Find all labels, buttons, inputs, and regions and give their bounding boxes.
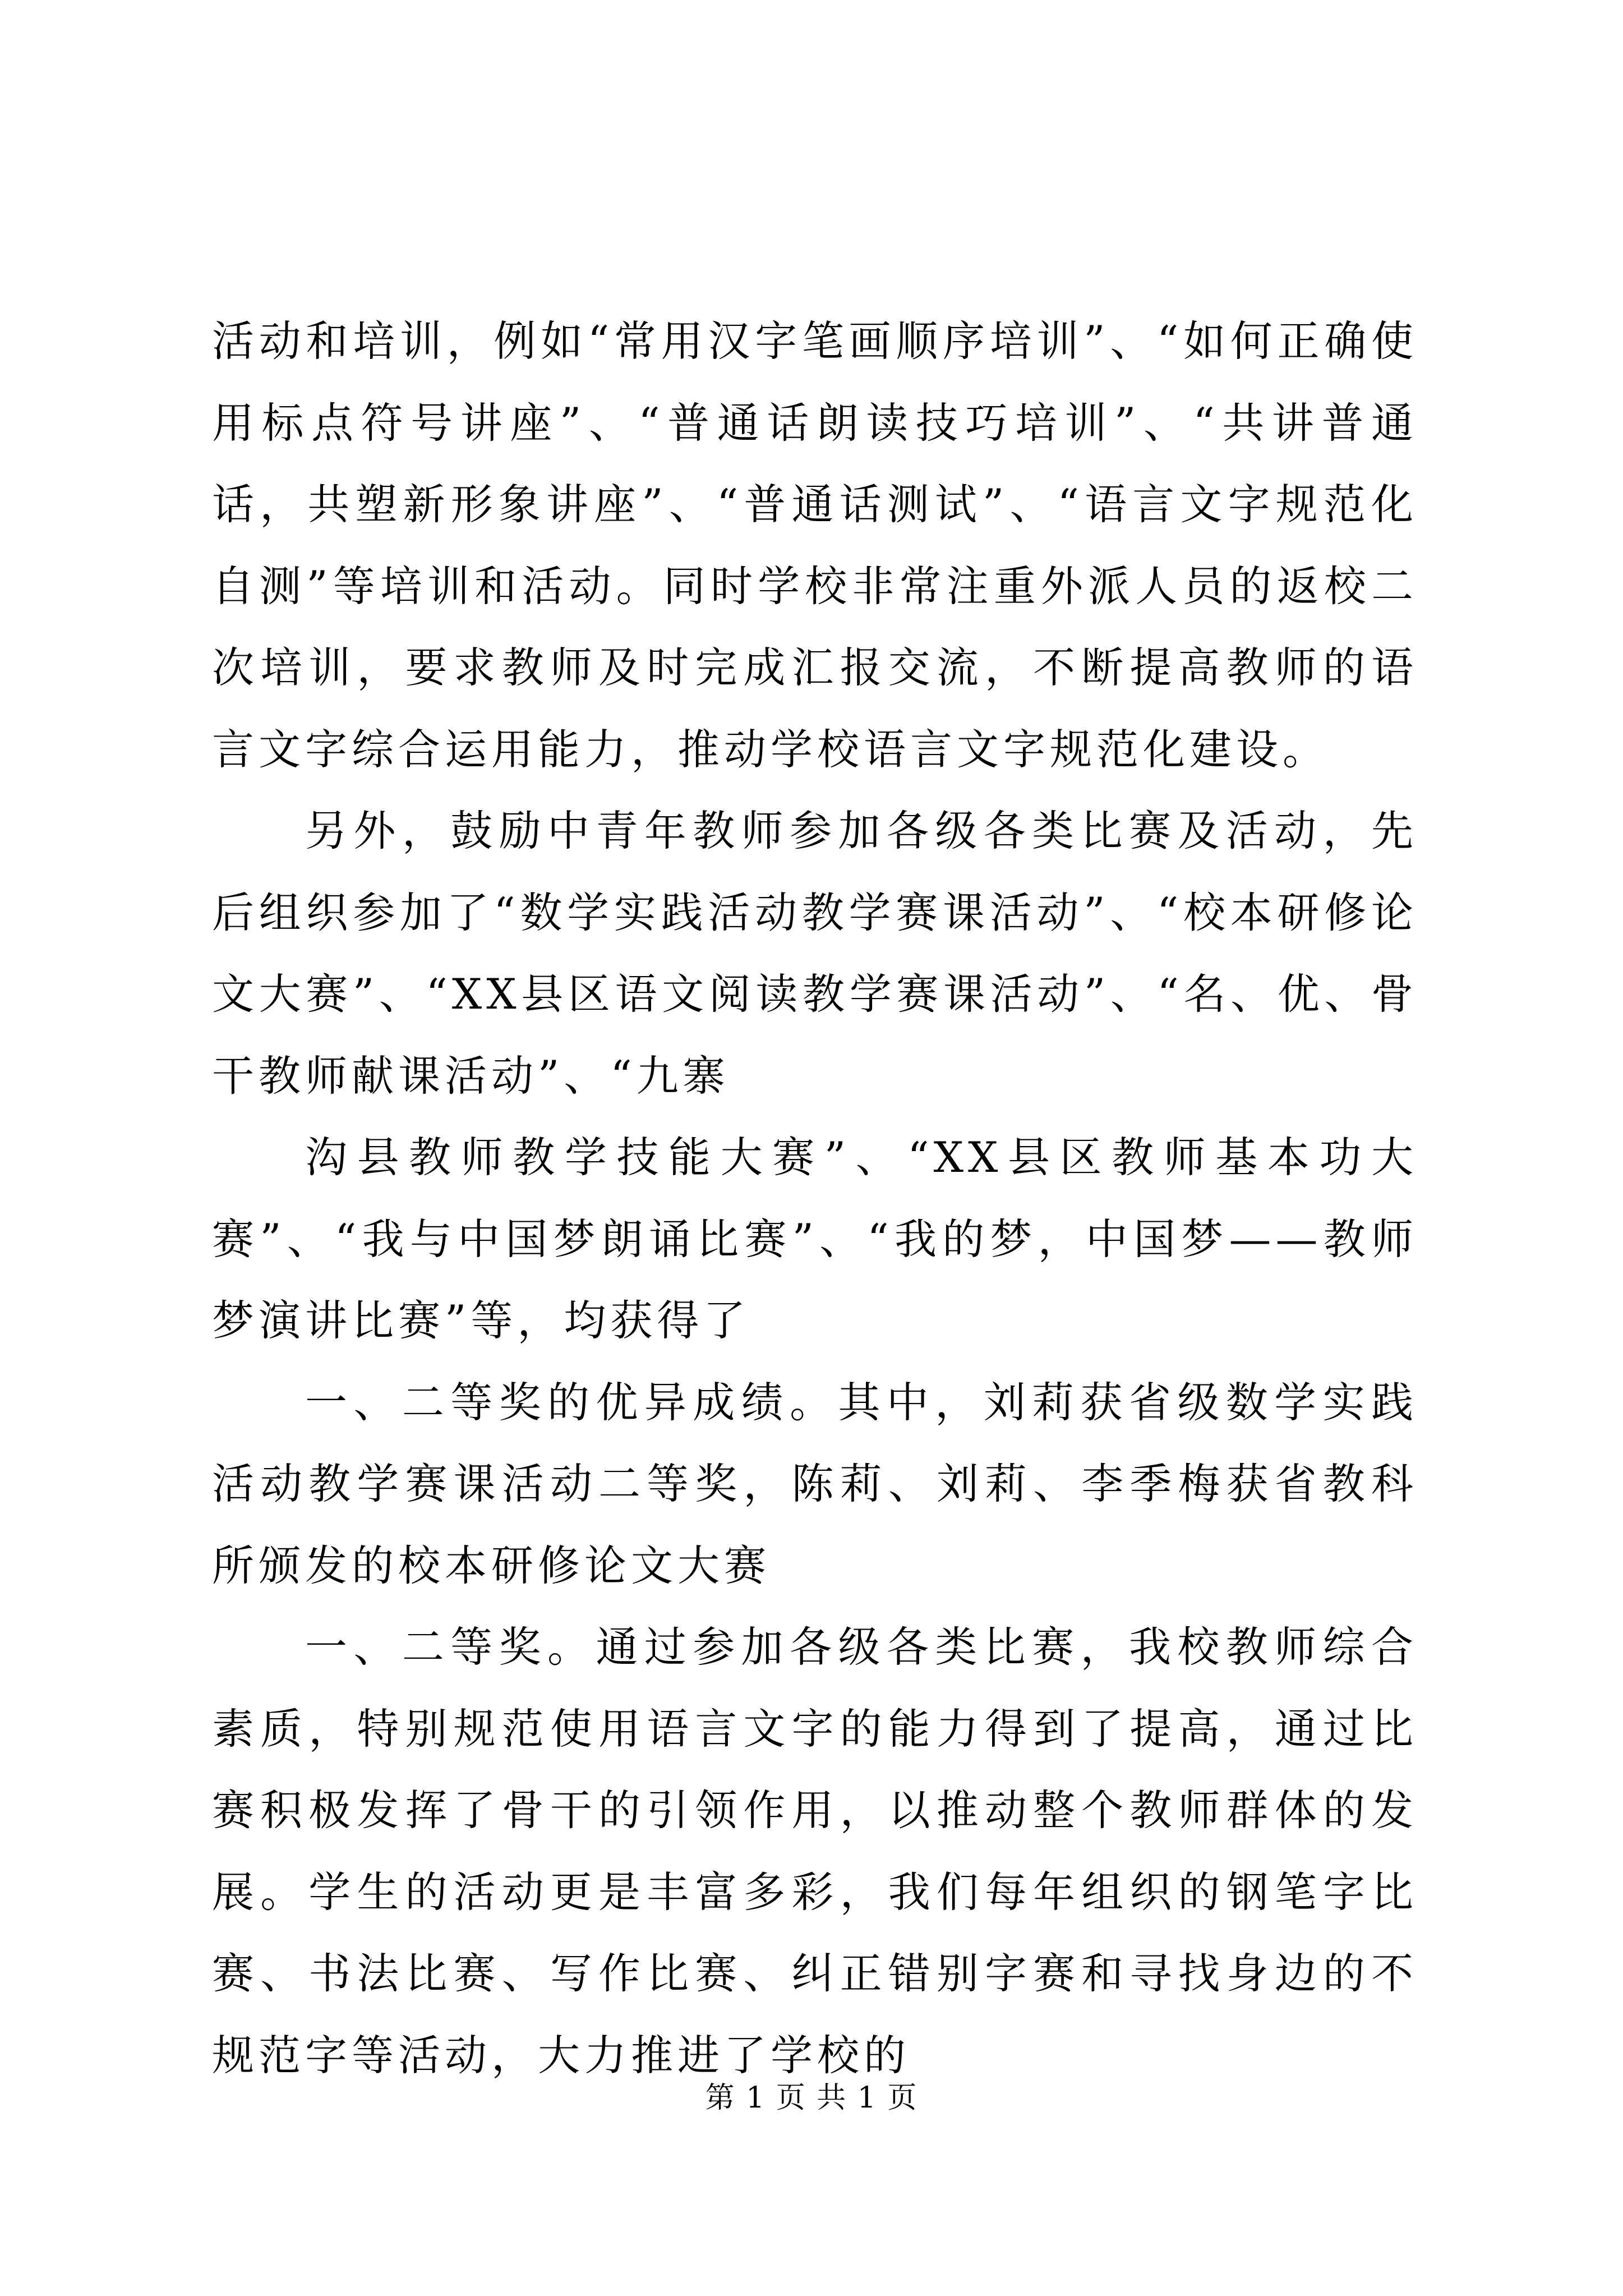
page-number-footer: 第 1 页 共 1 页: [705, 2081, 918, 2115]
paragraph-1: 活动和培训，例如“常用汉字笔画顺序培训”、“如何正确使用标点符号讲座”、“普通话朗读技巧培训”、“共讲普通话，共塑新形象讲座”、“普通话测试”、“语言文字规范化自测”等培训和活动。同时学校非常注重外派人员的返校二次培训，要求教师及时完成汇报交流，不断提高教师的语言文字综合运用能力，推动学校语言文字规范化建设。: [212, 316, 1418, 774]
paragraph-5: 一、二等奖。通过参加各级各类比赛，我校教师综合素质，特别规范使用语言文字的能力得到了提高，通过比赛积极发挥了骨干的引领作用，以推动整个教师群体的发展。学生的活动更是丰富多彩，我们每年组织的钢笔字比赛、书法比赛、写作比赛、纠正错别字赛和寻找身边的不规范字等活动，大力推进了学校的: [212, 1622, 1418, 2080]
paragraph-3: 沟县教师教学技能大赛”、“XX县区教师基本功大赛”、“我与中国梦朗诵比赛”、“我的梦，中国梦——教师梦演讲比赛”等，均获得了: [212, 1133, 1418, 1345]
document-body: [212, 301, 1418, 2096]
paragraph-2: 另外，鼓励中青年教师参加各级各类比赛及活动，先后组织参加了“数学实践活动教学赛课活动”、“校本研修论文大赛”、“XX县区语文阅读教学赛课活动”、“名、优、骨干教师献课活动”、“九寨: [212, 806, 1418, 1101]
paragraph-4: 一、二等奖的优异成绩。其中，刘莉获省级数学实践活动教学赛课活动二等奖，陈莉、刘莉、李季梅获省教科所颁发的校本研修论文大赛: [212, 1377, 1418, 1590]
